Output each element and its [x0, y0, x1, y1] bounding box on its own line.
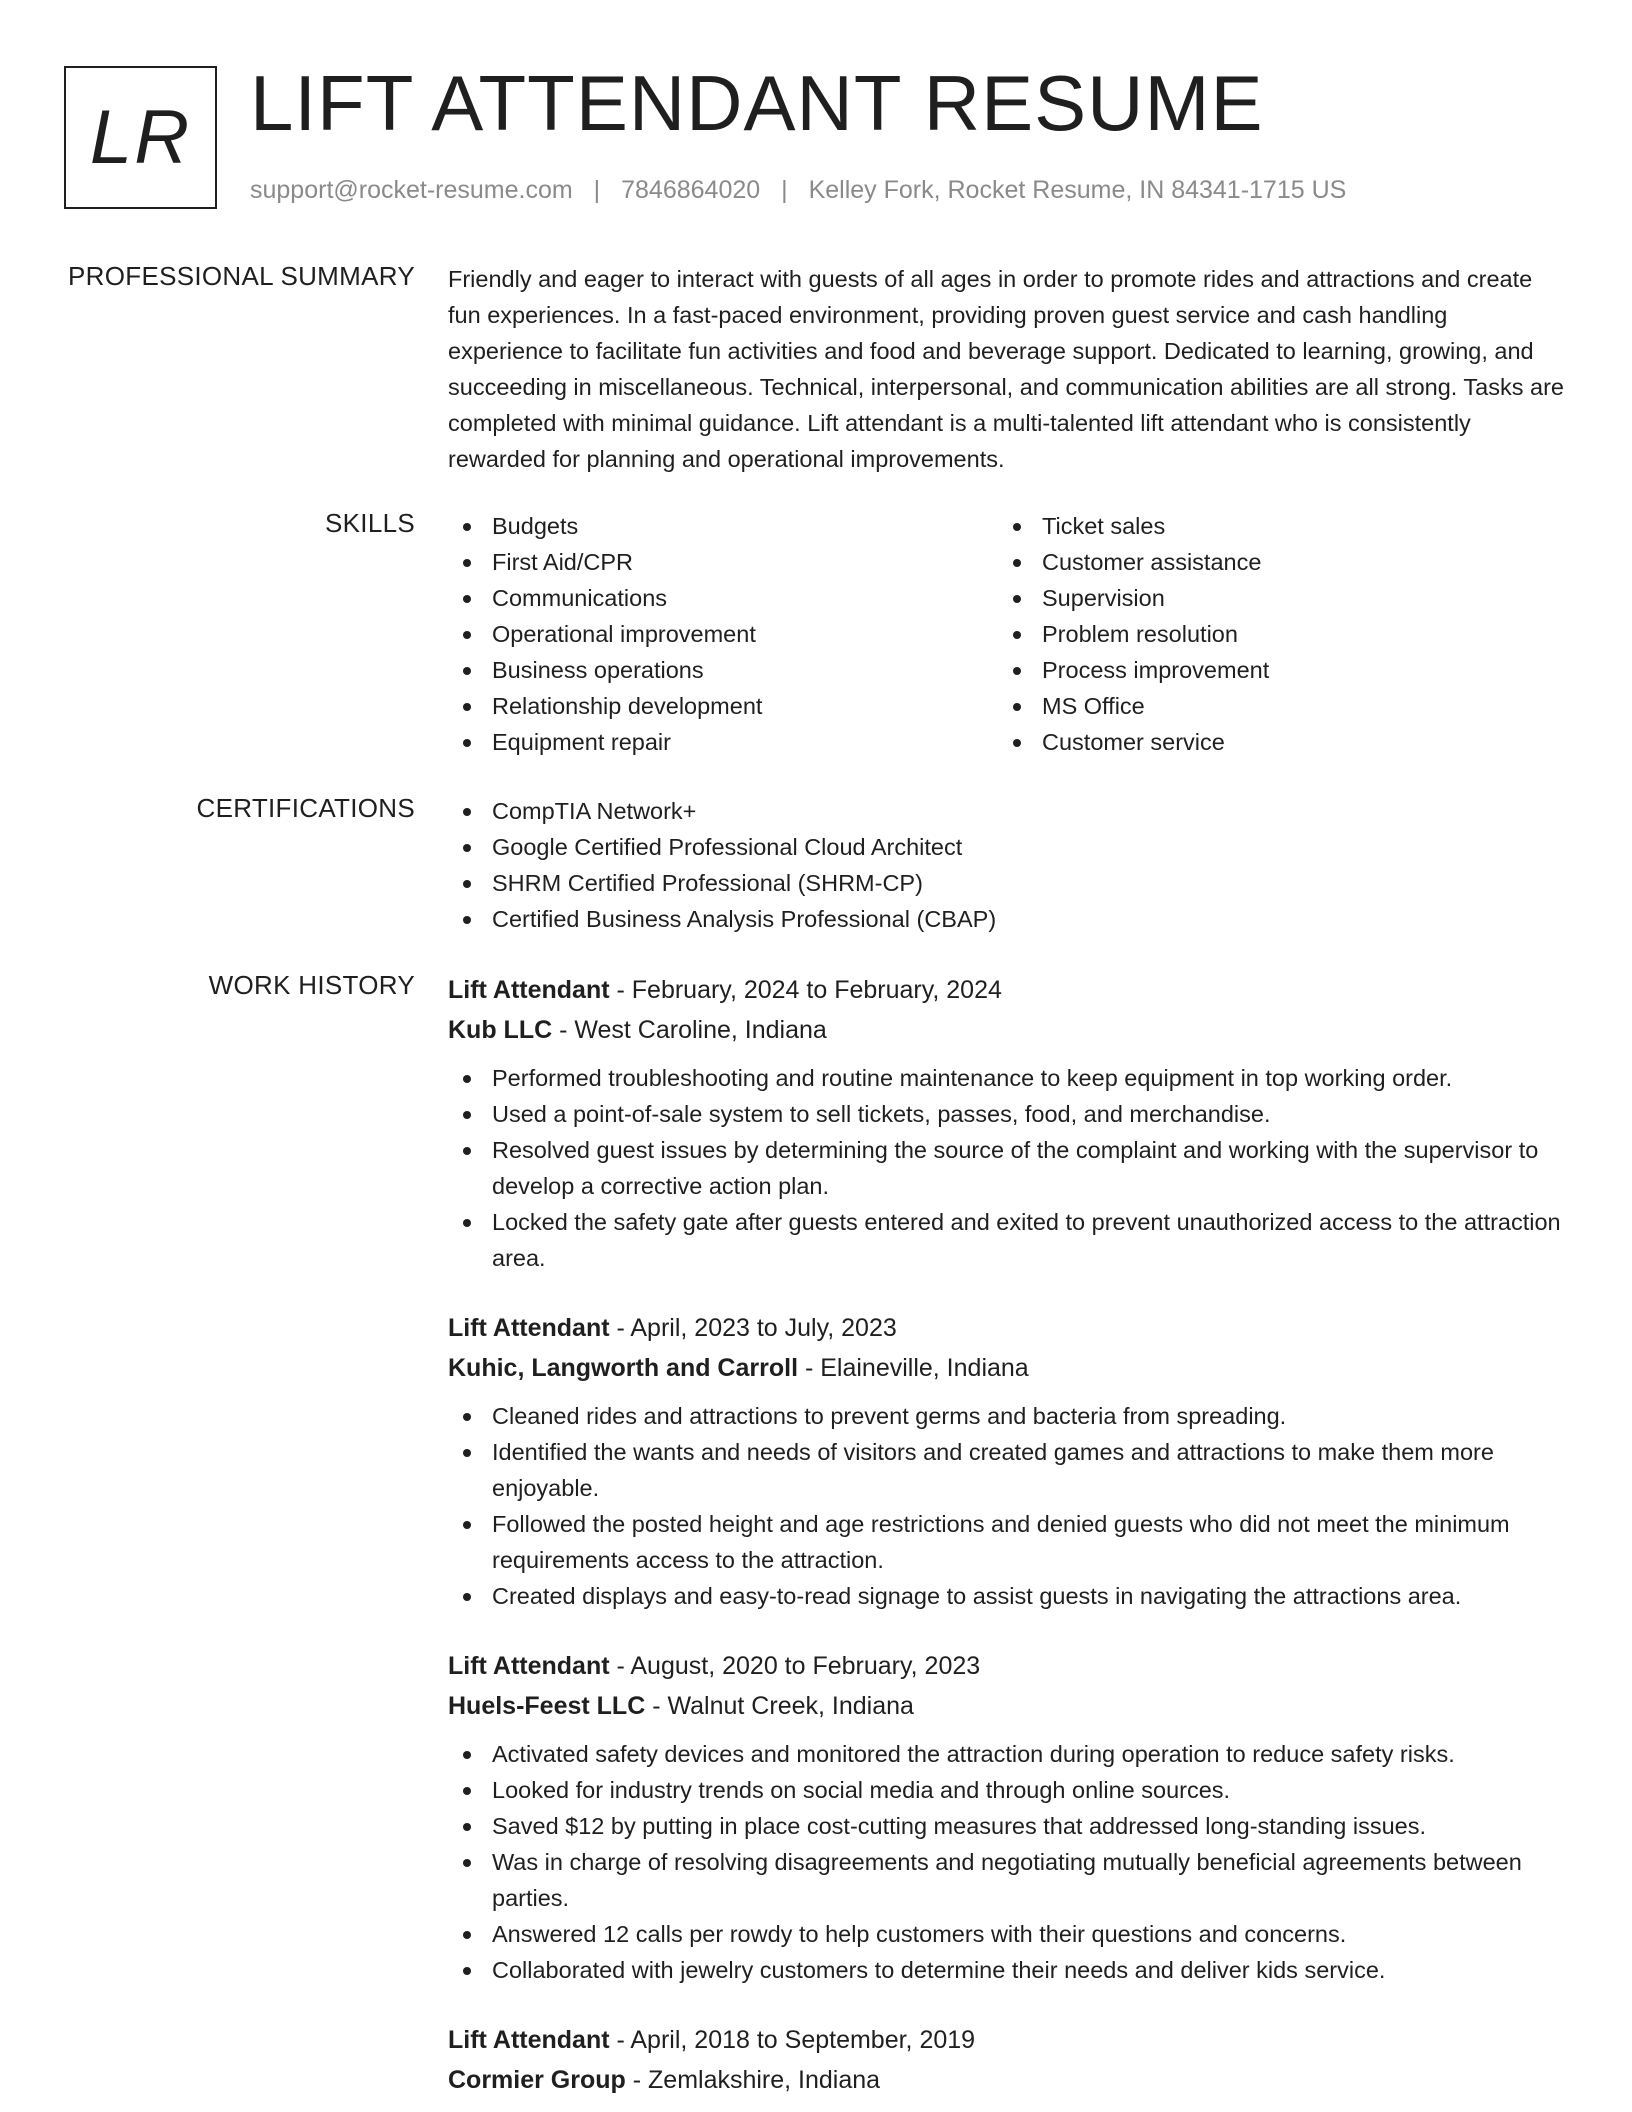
job-company-line [448, 1348, 1568, 1388]
job-title-line [448, 970, 1568, 1010]
summary-text: Friendly and eager to interact with guests of all ages in order to promote rides and attractions and create fun experiences. In a fast-paced environment, providing proven guest service and cash handling experience to facilitate fun activities and food and beverage support. Dedicated to learning, growing, and succeeding in miscellaneous. Technical, interpersonal, and communication abilities are all strong. Tasks are completed with minimal guidance. Lift attendant is a multi-talented lift attendant who is consistently rewarded for planning and operational improvements. [448, 266, 1564, 472]
job-company: Cormier Group [448, 2066, 626, 2094]
job-entry [448, 1308, 1568, 1614]
job-location: - Walnut Creek, Indiana [645, 1692, 914, 1720]
job-company-line [448, 1010, 1568, 1050]
skill-item: Relationship development [448, 688, 998, 724]
job-dates: - August, 2020 to February, 2023 [609, 1652, 981, 1680]
skill-item: Budgets [448, 508, 998, 544]
skill-item: Customer assistance [998, 544, 1548, 580]
job-duty-item: Locked the safety gate after guests entered and exited to prevent unauthorized access to the attraction area. [448, 1204, 1568, 1276]
job-company: Kub LLC [448, 1016, 553, 1044]
job-dates: - April, 2023 to July, 2023 [609, 1314, 897, 1342]
job-entry [448, 970, 1568, 1276]
job-duty-item: Saved $12 by putting in place cost-cutting measures that addressed long-standing issues. [448, 1808, 1568, 1844]
job-title: Lift Attendant [448, 1314, 610, 1342]
job-company-line [448, 2060, 1568, 2100]
job-dates: - February, 2024 to February, 2024 [609, 976, 1002, 1004]
certification-item: Certified Business Analysis Professional (CBAP) [448, 901, 1568, 937]
skill-item: Business operations [448, 652, 998, 688]
job-title: Lift Attendant [448, 2026, 610, 2054]
contact-separator: | [781, 176, 788, 204]
skill-item: MS Office [998, 688, 1548, 724]
section-label: SKILLS [325, 508, 415, 538]
skill-item: Customer service [998, 724, 1548, 760]
contact-line [250, 176, 1346, 205]
job-duty-item: Resolved guest issues by determining the source of the complaint and working with the supervisor to develop a corrective action plan. [448, 1132, 1568, 1204]
contact-separator: | [593, 176, 601, 204]
section-label: PROFESSIONAL SUMMARY [68, 261, 415, 291]
certifications-list [448, 793, 1568, 937]
skill-item: Operational improvement [448, 616, 998, 652]
job-duty-item: Performed troubleshooting and routine maintenance to keep equipment in top working order. [448, 1060, 1568, 1096]
skill-item: Ticket sales [998, 508, 1548, 544]
job-duty-item: Identified the wants and needs of visitors and created games and attractions to make them more enjoyable. [448, 1434, 1568, 1506]
job-location: - West Caroline, Indiana [552, 1016, 827, 1044]
skill-item: Problem resolution [998, 616, 1548, 652]
certification-item: SHRM Certified Professional (SHRM-CP) [448, 865, 1568, 901]
jobs-list [448, 970, 1568, 2112]
certification-item: CompTIA Network+ [448, 793, 1568, 829]
contact-phone[interactable]: 7846864020 [621, 176, 761, 204]
job-duty-item: Followed the posted height and age restrictions and denied guests who did not meet the minimum requirements access to the attraction. [448, 1506, 1568, 1578]
monogram-logo [64, 66, 217, 209]
job-company-line [448, 1686, 1568, 1726]
job-location: - Zemlakshire, Indiana [625, 2066, 881, 2094]
resume-title: LIFT ATTENDANT RESUME [250, 59, 1264, 147]
job-company: Kuhic, Langworth and Carroll [448, 1354, 799, 1382]
job-duty-item: Activated safety devices and monitored the attraction during operation to reduce safety risks. [448, 1736, 1568, 1772]
job-duty-item: Created displays and easy-to-read signage to assist guests in navigating the attractions area. [448, 1578, 1568, 1614]
contact-email[interactable]: support@rocket-resume.com [250, 176, 573, 204]
contact-address: Kelley Fork, Rocket Resume, IN 84341-1715 US [808, 176, 1347, 204]
job-duty-item: Cleaned rides and attractions to prevent germs and bacteria from spreading. [448, 1398, 1568, 1434]
job-duty-item: Used a point-of-sale system to sell tickets, passes, food, and merchandise. [448, 1096, 1568, 1132]
job-duty-item: Was in charge of resolving disagreements and negotiating mutually beneficial agreements between parties. [448, 1844, 1568, 1916]
section-label: WORK HISTORY [208, 970, 415, 1000]
job-duty-item: Collaborated with jewelry customers to determine their needs and deliver kids service. [448, 1952, 1568, 1988]
job-entry [448, 1646, 1568, 1988]
certification-item: Google Certified Professional Cloud Architect [448, 829, 1568, 865]
job-entry [448, 2020, 1568, 2100]
section-label: CERTIFICATIONS [196, 793, 415, 823]
skill-item: Supervision [998, 580, 1548, 616]
job-duties-list [448, 1736, 1568, 1988]
job-duties-list [448, 1060, 1568, 1276]
skill-item: Communications [448, 580, 998, 616]
skills-list-right [998, 508, 1548, 760]
job-location: - Elaineville, Indiana [798, 1354, 1029, 1382]
skill-item: Process improvement [998, 652, 1548, 688]
job-title: Lift Attendant [448, 1652, 610, 1680]
skill-item: Equipment repair [448, 724, 998, 760]
job-title-line [448, 1308, 1568, 1348]
job-duty-item: Answered 12 calls per rowdy to help customers with their questions and concerns. [448, 1916, 1568, 1952]
job-title-line [448, 2020, 1568, 2060]
job-duties-list [448, 1398, 1568, 1614]
job-duty-item: Looked for industry trends on social media and through online sources. [448, 1772, 1568, 1808]
job-title-line [448, 1646, 1568, 1686]
skills-list-left [448, 508, 998, 760]
job-title: Lift Attendant [448, 976, 610, 1004]
skill-item: First Aid/CPR [448, 544, 998, 580]
monogram-text: LR [89, 95, 192, 180]
job-dates: - April, 2018 to September, 2019 [609, 2026, 976, 2054]
job-company: Huels-Feest LLC [448, 1692, 646, 1720]
